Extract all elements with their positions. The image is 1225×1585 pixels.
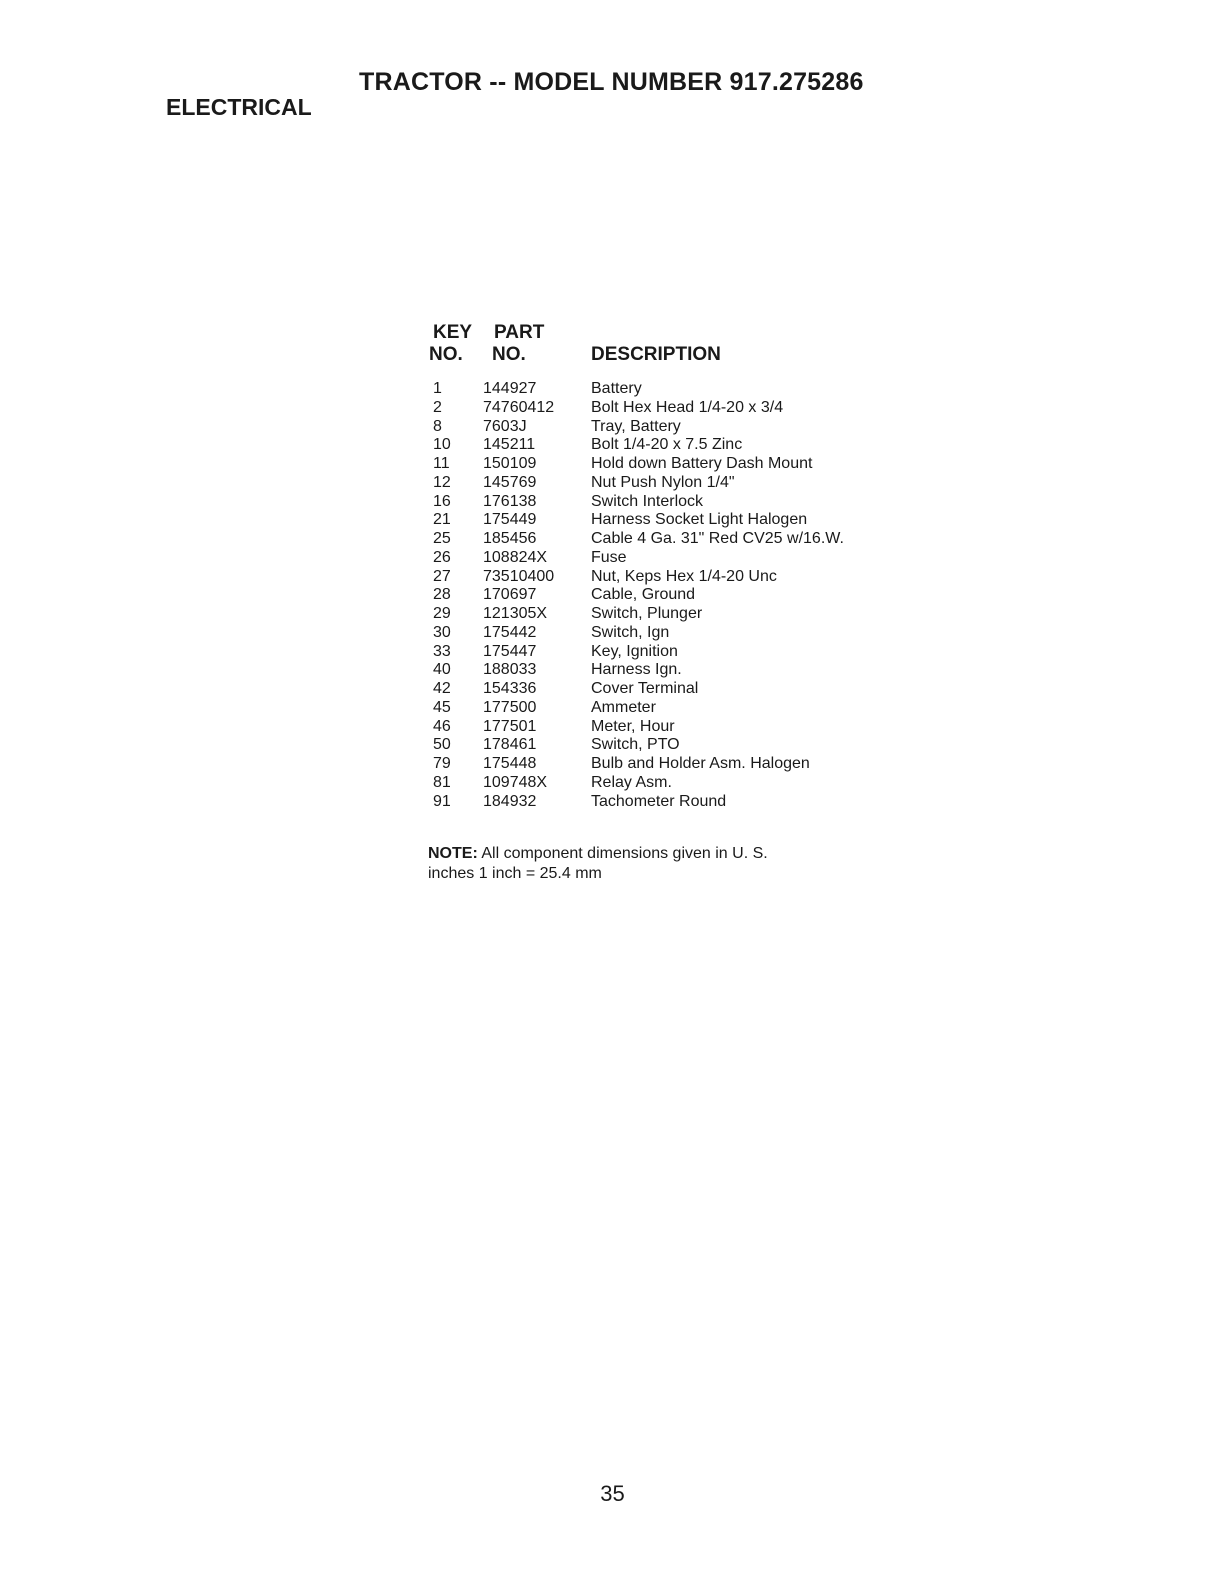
part-description: Tachometer Round	[591, 792, 727, 810]
key-no: 21	[433, 511, 451, 529]
key-no: 81	[433, 773, 451, 791]
key-no: 50	[433, 736, 451, 754]
key-no: 45	[433, 698, 451, 716]
part-no: 175449	[483, 511, 537, 529]
part-no: 108824X	[483, 548, 548, 566]
part-no: 154336	[483, 680, 537, 697]
page-number: 35	[600, 1481, 625, 1506]
part-no: 175447	[483, 642, 537, 660]
document-title: TRACTOR -- MODEL NUMBER 917.275286	[359, 68, 864, 96]
key-no: 1	[433, 380, 442, 397]
part-description: Cover Terminal	[591, 680, 699, 697]
dimension-note	[428, 844, 768, 884]
part-no: 150109	[483, 455, 537, 472]
part-description: Nut Push Nylon 1/4"	[591, 473, 735, 491]
key-no: 40	[433, 661, 451, 679]
part-no: 109748X	[483, 773, 548, 791]
key-no: 8	[433, 417, 442, 435]
part-no: 176138	[483, 492, 537, 510]
part-no: 145769	[483, 473, 537, 491]
key-no: 27	[433, 567, 451, 585]
part-description: Hold down Battery Dash Mount	[591, 455, 813, 472]
note-label: NOTE:	[428, 845, 478, 862]
part-description: Cable 4 Ga. 31" Red CV25 w/16.W.	[591, 530, 844, 547]
part-no: 175442	[483, 623, 537, 641]
part-no: 145211	[483, 436, 536, 454]
part-no: 121305X	[483, 605, 548, 622]
part-description: Harness Ign.	[591, 661, 682, 679]
part-description: Key, Ignition	[591, 642, 678, 660]
part-no: 170697	[483, 586, 537, 604]
key-no: 2	[433, 398, 442, 416]
part-description: Bolt 1/4-20 x 7.5 Zinc	[591, 436, 743, 454]
key-no: 25	[433, 530, 451, 547]
key-no: 16	[433, 492, 451, 510]
part-no: 178461	[483, 736, 537, 754]
part-no: 177501	[483, 717, 537, 735]
key-no: 46	[433, 717, 451, 735]
part-no: 73510400	[483, 567, 555, 585]
part-description: Harness Socket Light Halogen	[591, 511, 808, 529]
part-description: Switch Interlock	[591, 492, 704, 510]
part-no: 188033	[483, 661, 537, 679]
key-no: 10	[433, 436, 451, 454]
key-no: 33	[433, 642, 451, 660]
part-description: Ammeter	[591, 698, 656, 716]
part-no: 177500	[483, 698, 537, 716]
key-no: 12	[433, 473, 451, 491]
part-description: Fuse	[591, 548, 627, 566]
part-column-header-line2: NO.	[492, 344, 526, 365]
key-no: 28	[433, 586, 451, 604]
part-description: Tray, Battery	[591, 417, 681, 435]
part-description: Meter, Hour	[591, 717, 675, 735]
part-description: Relay Asm.	[591, 773, 672, 791]
note-text-line1: All component dimensions given in U. S.	[481, 845, 768, 862]
key-no: 42	[433, 680, 451, 697]
part-description: Switch, Plunger	[591, 605, 703, 622]
part-column-header-line1: PART	[494, 322, 545, 343]
note-text-line2: inches 1 inch = 25.4 mm	[428, 865, 602, 882]
key-no: 11	[433, 455, 450, 472]
key-no: 29	[433, 605, 451, 622]
key-no: 79	[433, 755, 451, 772]
part-description: Battery	[591, 380, 642, 397]
part-description: Switch, PTO	[591, 736, 680, 754]
part-no: 185456	[483, 530, 537, 547]
part-no: 175448	[483, 755, 537, 772]
key-no: 26	[433, 548, 451, 566]
part-description: Bolt Hex Head 1/4-20 x 3/4	[591, 398, 784, 416]
key-no: 91	[433, 792, 451, 810]
key-column-header-line1: KEY	[433, 322, 473, 343]
key-no: 30	[433, 623, 451, 641]
part-description: Bulb and Holder Asm. Halogen	[591, 755, 810, 772]
part-no: 74760412	[483, 398, 555, 416]
part-no: 184932	[483, 792, 537, 810]
part-description: Cable, Ground	[591, 586, 696, 604]
section-title: ELECTRICAL	[166, 94, 312, 120]
description-column-header: DESCRIPTION	[591, 344, 721, 365]
key-column-header-line2: NO.	[429, 344, 463, 365]
part-no: 7603J	[483, 417, 527, 435]
part-no: 144927	[483, 380, 537, 397]
part-description: Switch, Ign	[591, 623, 670, 641]
part-description: Nut, Keps Hex 1/4-20 Unc	[591, 567, 777, 585]
